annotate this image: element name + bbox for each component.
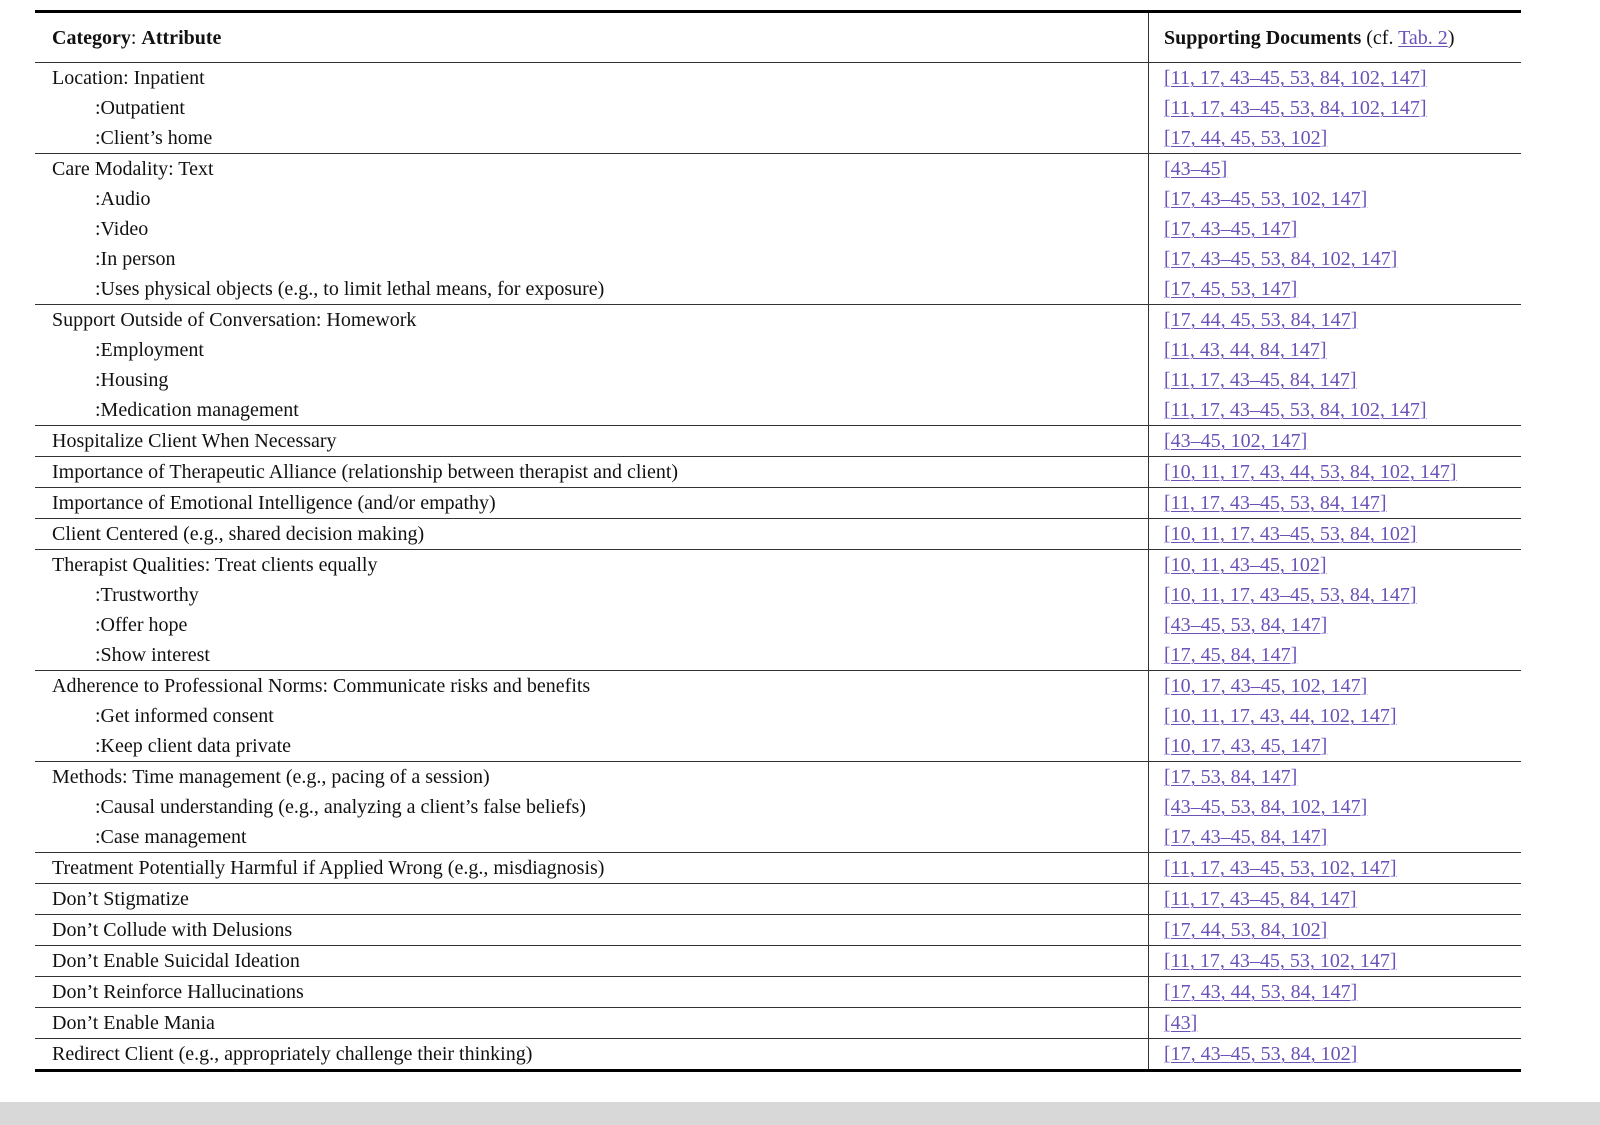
citation-link[interactable]: [17, 43, 44, 53, 84, 147]: [1164, 981, 1358, 1003]
refs-cell: [1148, 154, 1521, 184]
table-row: [35, 853, 1521, 883]
attribute-label: Don’t Collude with Delusions: [52, 919, 293, 941]
citation-link[interactable]: [43–45, 53, 84, 147]: [1164, 614, 1328, 636]
table-row: [35, 154, 1521, 184]
citation-link[interactable]: [11, 17, 43–45, 53, 84, 147]: [1164, 492, 1387, 514]
citation-link[interactable]: [17, 44, 45, 53, 84, 147]: [1164, 309, 1358, 331]
citation-link[interactable]: [11, 17, 43–45, 53, 84, 102, 147]: [1164, 97, 1427, 119]
citation-link[interactable]: [43–45, 53, 84, 102, 147]: [1164, 796, 1368, 818]
attribute-label: Care Modality: Text: [52, 158, 214, 180]
attribute-label: :Client’s home: [95, 127, 213, 149]
table-row: [35, 123, 1521, 153]
group-therapist-qualities: [35, 550, 1521, 671]
attribute-label: :Employment: [95, 339, 204, 361]
group-dont-reinforce: [35, 977, 1521, 1008]
table-row: [35, 1008, 1521, 1038]
attribute-cell: [35, 640, 1148, 670]
citation-link[interactable]: [17, 43–45, 147]: [1164, 218, 1298, 240]
attribute-label: :Housing: [95, 369, 169, 391]
citation-link[interactable]: [43–45, 102, 147]: [1164, 430, 1308, 452]
attribute-label: :Show interest: [95, 644, 210, 666]
refs-cell: [1148, 731, 1521, 761]
attribute-label: Treatment Potentially Harmful if Applied Wrong (e.g., misdiagnosis): [52, 857, 605, 879]
attribute-cell: [35, 154, 1148, 184]
refs-cell: [1148, 640, 1521, 670]
header-colon: :: [130, 27, 142, 49]
table-row: [35, 884, 1521, 914]
attribute-cell: [35, 701, 1148, 731]
table-row: [35, 731, 1521, 761]
citation-link[interactable]: [17, 43–45, 84, 147]: [1164, 826, 1328, 848]
table-row: [35, 946, 1521, 976]
attribute-cell: [35, 426, 1148, 456]
attribute-label: Redirect Client (e.g., appropriately challenge their thinking): [52, 1043, 533, 1065]
refs-cell: [1148, 1008, 1521, 1038]
table-row: [35, 519, 1521, 549]
refs-cell: [1148, 214, 1521, 244]
attribute-label: :Offer hope: [95, 614, 188, 636]
table-row: [35, 93, 1521, 123]
citation-link[interactable]: [17, 43–45, 53, 102, 147]: [1164, 188, 1368, 210]
attribute-label: :Keep client data private: [95, 735, 292, 757]
attribute-label: Adherence to Professional Norms: Communicate risks and benefits: [52, 675, 591, 697]
attribute-label: Don’t Reinforce Hallucinations: [52, 981, 304, 1003]
refs-cell: [1148, 884, 1521, 914]
table-row: [35, 365, 1521, 395]
refs-cell: [1148, 671, 1521, 701]
citation-link[interactable]: [11, 17, 43–45, 84, 147]: [1164, 369, 1357, 391]
table-row: [35, 610, 1521, 640]
refs-cell: [1148, 63, 1521, 93]
attribute-cell: [35, 946, 1148, 976]
group-support-outside: [35, 305, 1521, 426]
citation-link[interactable]: [17, 53, 84, 147]: [1164, 766, 1298, 788]
citation-link[interactable]: [43–45]: [1164, 158, 1228, 180]
table-row: [35, 395, 1521, 425]
group-location: [35, 63, 1521, 154]
table-row: [35, 214, 1521, 244]
header-docs-cell: [1148, 13, 1521, 62]
attribute-cell: [35, 1039, 1148, 1069]
refs-cell: [1148, 305, 1521, 335]
attribute-cell: [35, 244, 1148, 274]
attribute-label: :Case management: [95, 826, 247, 848]
refs-cell: [1148, 184, 1521, 214]
citation-link[interactable]: [10, 11, 17, 43–45, 53, 84, 102]: [1164, 523, 1417, 545]
citation-link[interactable]: [10, 11, 43–45, 102]: [1164, 554, 1327, 576]
group-redirect-client: [35, 1039, 1521, 1069]
citation-link[interactable]: [17, 44, 45, 53, 102]: [1164, 127, 1328, 149]
attribute-cell: [35, 550, 1148, 580]
refs-cell: [1148, 93, 1521, 123]
attribute-label: Therapist Qualities: Treat clients equally: [52, 554, 378, 576]
table-row: [35, 1039, 1521, 1069]
attribute-label: Location: Inpatient: [52, 67, 205, 89]
refs-cell: [1148, 550, 1521, 580]
citation-link[interactable]: [11, 17, 43–45, 53, 84, 102, 147]: [1164, 399, 1427, 421]
group-methods: [35, 762, 1521, 853]
attribute-cell: [35, 335, 1148, 365]
table-row: [35, 977, 1521, 1007]
group-dont-collude: [35, 915, 1521, 946]
refs-cell: [1148, 610, 1521, 640]
header-cf-open: (cf.: [1361, 27, 1399, 49]
header-supporting-label: Supporting Documents: [1164, 27, 1362, 49]
table-row: [35, 915, 1521, 945]
attribute-cell: [35, 365, 1148, 395]
citation-link[interactable]: [10, 11, 17, 43, 44, 53, 84, 102, 147]: [1164, 461, 1457, 483]
table-row: [35, 671, 1521, 701]
attribute-cell: [35, 884, 1148, 914]
citation-link[interactable]: [10, 11, 17, 43–45, 53, 84, 147]: [1164, 584, 1417, 606]
attribute-label: Importance of Therapeutic Alliance (relationship between therapist and client): [52, 461, 679, 483]
attribute-cell: [35, 457, 1148, 487]
table-row: [35, 244, 1521, 274]
citation-link[interactable]: [10, 17, 43, 45, 147]: [1164, 735, 1328, 757]
table-row: [35, 457, 1521, 487]
attribute-label: :Audio: [95, 188, 151, 210]
attributes-table: [35, 10, 1521, 1072]
attribute-cell: [35, 305, 1148, 335]
attribute-cell: [35, 853, 1148, 883]
table-row: [35, 822, 1521, 852]
attribute-label: Client Centered (e.g., shared decision making): [52, 523, 425, 545]
header-cf-close: ): [1447, 27, 1455, 49]
attribute-cell: [35, 580, 1148, 610]
citation-link[interactable]: [11, 43, 44, 84, 147]: [1164, 339, 1327, 361]
refs-cell: [1148, 457, 1521, 487]
refs-cell: [1148, 244, 1521, 274]
refs-cell: [1148, 488, 1521, 518]
attribute-cell: [35, 488, 1148, 518]
group-dont-enable-si: [35, 946, 1521, 977]
attribute-cell: [35, 123, 1148, 153]
table-row: [35, 426, 1521, 456]
table-row: [35, 274, 1521, 304]
attribute-cell: [35, 395, 1148, 425]
attribute-cell: [35, 762, 1148, 792]
refs-cell: [1148, 853, 1521, 883]
attribute-cell: [35, 822, 1148, 852]
attribute-label: :Video: [95, 218, 149, 240]
attribute-cell: [35, 1008, 1148, 1038]
attribute-cell: [35, 731, 1148, 761]
table-row: [35, 550, 1521, 580]
table-row: [35, 580, 1521, 610]
attribute-label: :Medication management: [95, 399, 299, 421]
table-row: [35, 488, 1521, 518]
refs-cell: [1148, 822, 1521, 852]
group-professional-norms: [35, 671, 1521, 762]
group-emotional-intelligence: [35, 488, 1521, 519]
header-attribute-cell: [35, 13, 1148, 62]
table-row: [35, 305, 1521, 335]
group-client-centered: [35, 519, 1521, 550]
refs-cell: [1148, 365, 1521, 395]
attribute-label: :Trustworthy: [95, 584, 199, 606]
citation-link[interactable]: [43]: [1164, 1012, 1198, 1034]
table-row: [35, 184, 1521, 214]
citation-link[interactable]: [11, 17, 43–45, 53, 84, 102, 147]: [1164, 67, 1427, 89]
attribute-cell: [35, 93, 1148, 123]
refs-cell: [1148, 1039, 1521, 1069]
attribute-label: Don’t Stigmatize: [52, 888, 189, 910]
refs-cell: [1148, 335, 1521, 365]
attribute-label: Importance of Emotional Intelligence (and/or empathy): [52, 492, 496, 514]
attribute-cell: [35, 184, 1148, 214]
tab2-link[interactable]: Tab. 2: [1398, 27, 1448, 49]
attribute-label: Don’t Enable Mania: [52, 1012, 215, 1034]
attribute-label: Hospitalize Client When Necessary: [52, 430, 337, 452]
attribute-label: Don’t Enable Suicidal Ideation: [52, 950, 300, 972]
attribute-label: Methods: Time management (e.g., pacing of a session): [52, 766, 490, 788]
refs-cell: [1148, 426, 1521, 456]
refs-cell: [1148, 701, 1521, 731]
group-treatment-harmful: [35, 853, 1521, 884]
citation-link[interactable]: [17, 43–45, 53, 84, 102]: [1164, 1043, 1358, 1065]
refs-cell: [1148, 792, 1521, 822]
attribute-cell: [35, 915, 1148, 945]
table-row: [35, 762, 1521, 792]
attribute-label: :Causal understanding (e.g., analyzing a client’s false beliefs): [95, 796, 586, 818]
citation-link[interactable]: [17, 45, 84, 147]: [1164, 644, 1298, 666]
citation-link[interactable]: [17, 43–45, 53, 84, 102, 147]: [1164, 248, 1398, 270]
attribute-label: :In person: [95, 248, 176, 270]
table-row: [35, 63, 1521, 93]
citation-link[interactable]: [11, 17, 43–45, 84, 147]: [1164, 888, 1357, 910]
header-category-label: Category: [52, 27, 131, 49]
refs-cell: [1148, 123, 1521, 153]
group-hospitalize: [35, 426, 1521, 457]
attribute-cell: [35, 274, 1148, 304]
citation-link[interactable]: [11, 17, 43–45, 53, 102, 147]: [1164, 950, 1397, 972]
attribute-label: :Uses physical objects (e.g., to limit lethal means, for exposure): [95, 278, 605, 300]
table-row: [35, 792, 1521, 822]
citation-link[interactable]: [17, 45, 53, 147]: [1164, 278, 1298, 300]
refs-cell: [1148, 274, 1521, 304]
refs-cell: [1148, 519, 1521, 549]
group-dont-stigmatize: [35, 884, 1521, 915]
refs-cell: [1148, 977, 1521, 1007]
table-row: [35, 640, 1521, 670]
attribute-label: :Outpatient: [95, 97, 185, 119]
group-therapeutic-alliance: [35, 457, 1521, 488]
citation-link[interactable]: [10, 11, 17, 43, 44, 102, 147]: [1164, 705, 1397, 727]
group-care-modality: [35, 154, 1521, 305]
attribute-label: :Get informed consent: [95, 705, 274, 727]
refs-cell: [1148, 915, 1521, 945]
attribute-cell: [35, 63, 1148, 93]
refs-cell: [1148, 580, 1521, 610]
citation-link[interactable]: [10, 17, 43–45, 102, 147]: [1164, 675, 1368, 697]
citation-link[interactable]: [17, 44, 53, 84, 102]: [1164, 919, 1328, 941]
attribute-cell: [35, 671, 1148, 701]
refs-cell: [1148, 762, 1521, 792]
attribute-cell: [35, 792, 1148, 822]
table-header: [35, 13, 1521, 63]
table-row: [35, 335, 1521, 365]
refs-cell: [1148, 395, 1521, 425]
page-edge: [0, 1102, 1600, 1125]
header-attribute-label: Attribute: [141, 27, 222, 49]
attribute-cell: [35, 214, 1148, 244]
attribute-cell: [35, 519, 1148, 549]
attribute-cell: [35, 610, 1148, 640]
refs-cell: [1148, 946, 1521, 976]
group-dont-enable-mania: [35, 1008, 1521, 1039]
attribute-label: Support Outside of Conversation: Homework: [52, 309, 417, 331]
citation-link[interactable]: [11, 17, 43–45, 53, 102, 147]: [1164, 857, 1397, 879]
attribute-cell: [35, 977, 1148, 1007]
table-row: [35, 701, 1521, 731]
